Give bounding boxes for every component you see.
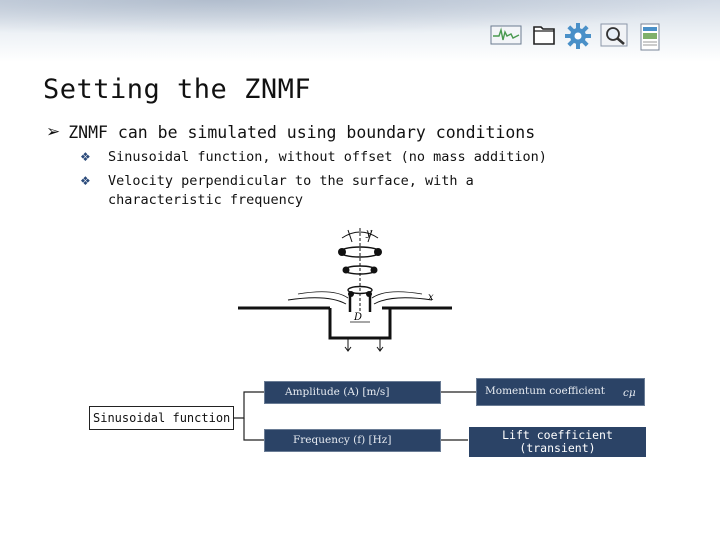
diamond-bullet-icon: ❖ — [80, 150, 91, 164]
sinusoidal-function-label: Sinusoidal function — [89, 406, 234, 430]
amplitude-text: Amplitude (A) [m/s] — [285, 386, 390, 398]
main-bullet-text: ZNMF can be simulated using boundary conditions — [68, 122, 536, 142]
frequency-text: Frequency (f) [Hz] — [293, 434, 392, 446]
y-axis-label: y — [366, 228, 372, 239]
diamond-bullet-icon: ❖ — [80, 174, 91, 188]
diameter-label: D — [354, 312, 363, 323]
arrow-bullet-icon: ➢ — [46, 122, 61, 142]
sub-bullet-text: Velocity perpendicular to the surface, with a characteristic frequency — [108, 173, 474, 208]
x-axis-label: x — [428, 292, 434, 303]
page-title: Setting the ZNMF — [43, 74, 312, 105]
frequency-box — [264, 429, 441, 452]
momentum-box — [476, 378, 645, 406]
momentum-symbol: cμ — [623, 387, 636, 399]
amplitude-box — [264, 381, 441, 404]
sub-bullet-text: Sinusoidal function, without offset (no mass addition) — [108, 149, 547, 165]
momentum-text: Momentum coefficient — [485, 385, 605, 397]
lift-coefficient-box: Lift coefficient (transient) — [469, 427, 646, 457]
